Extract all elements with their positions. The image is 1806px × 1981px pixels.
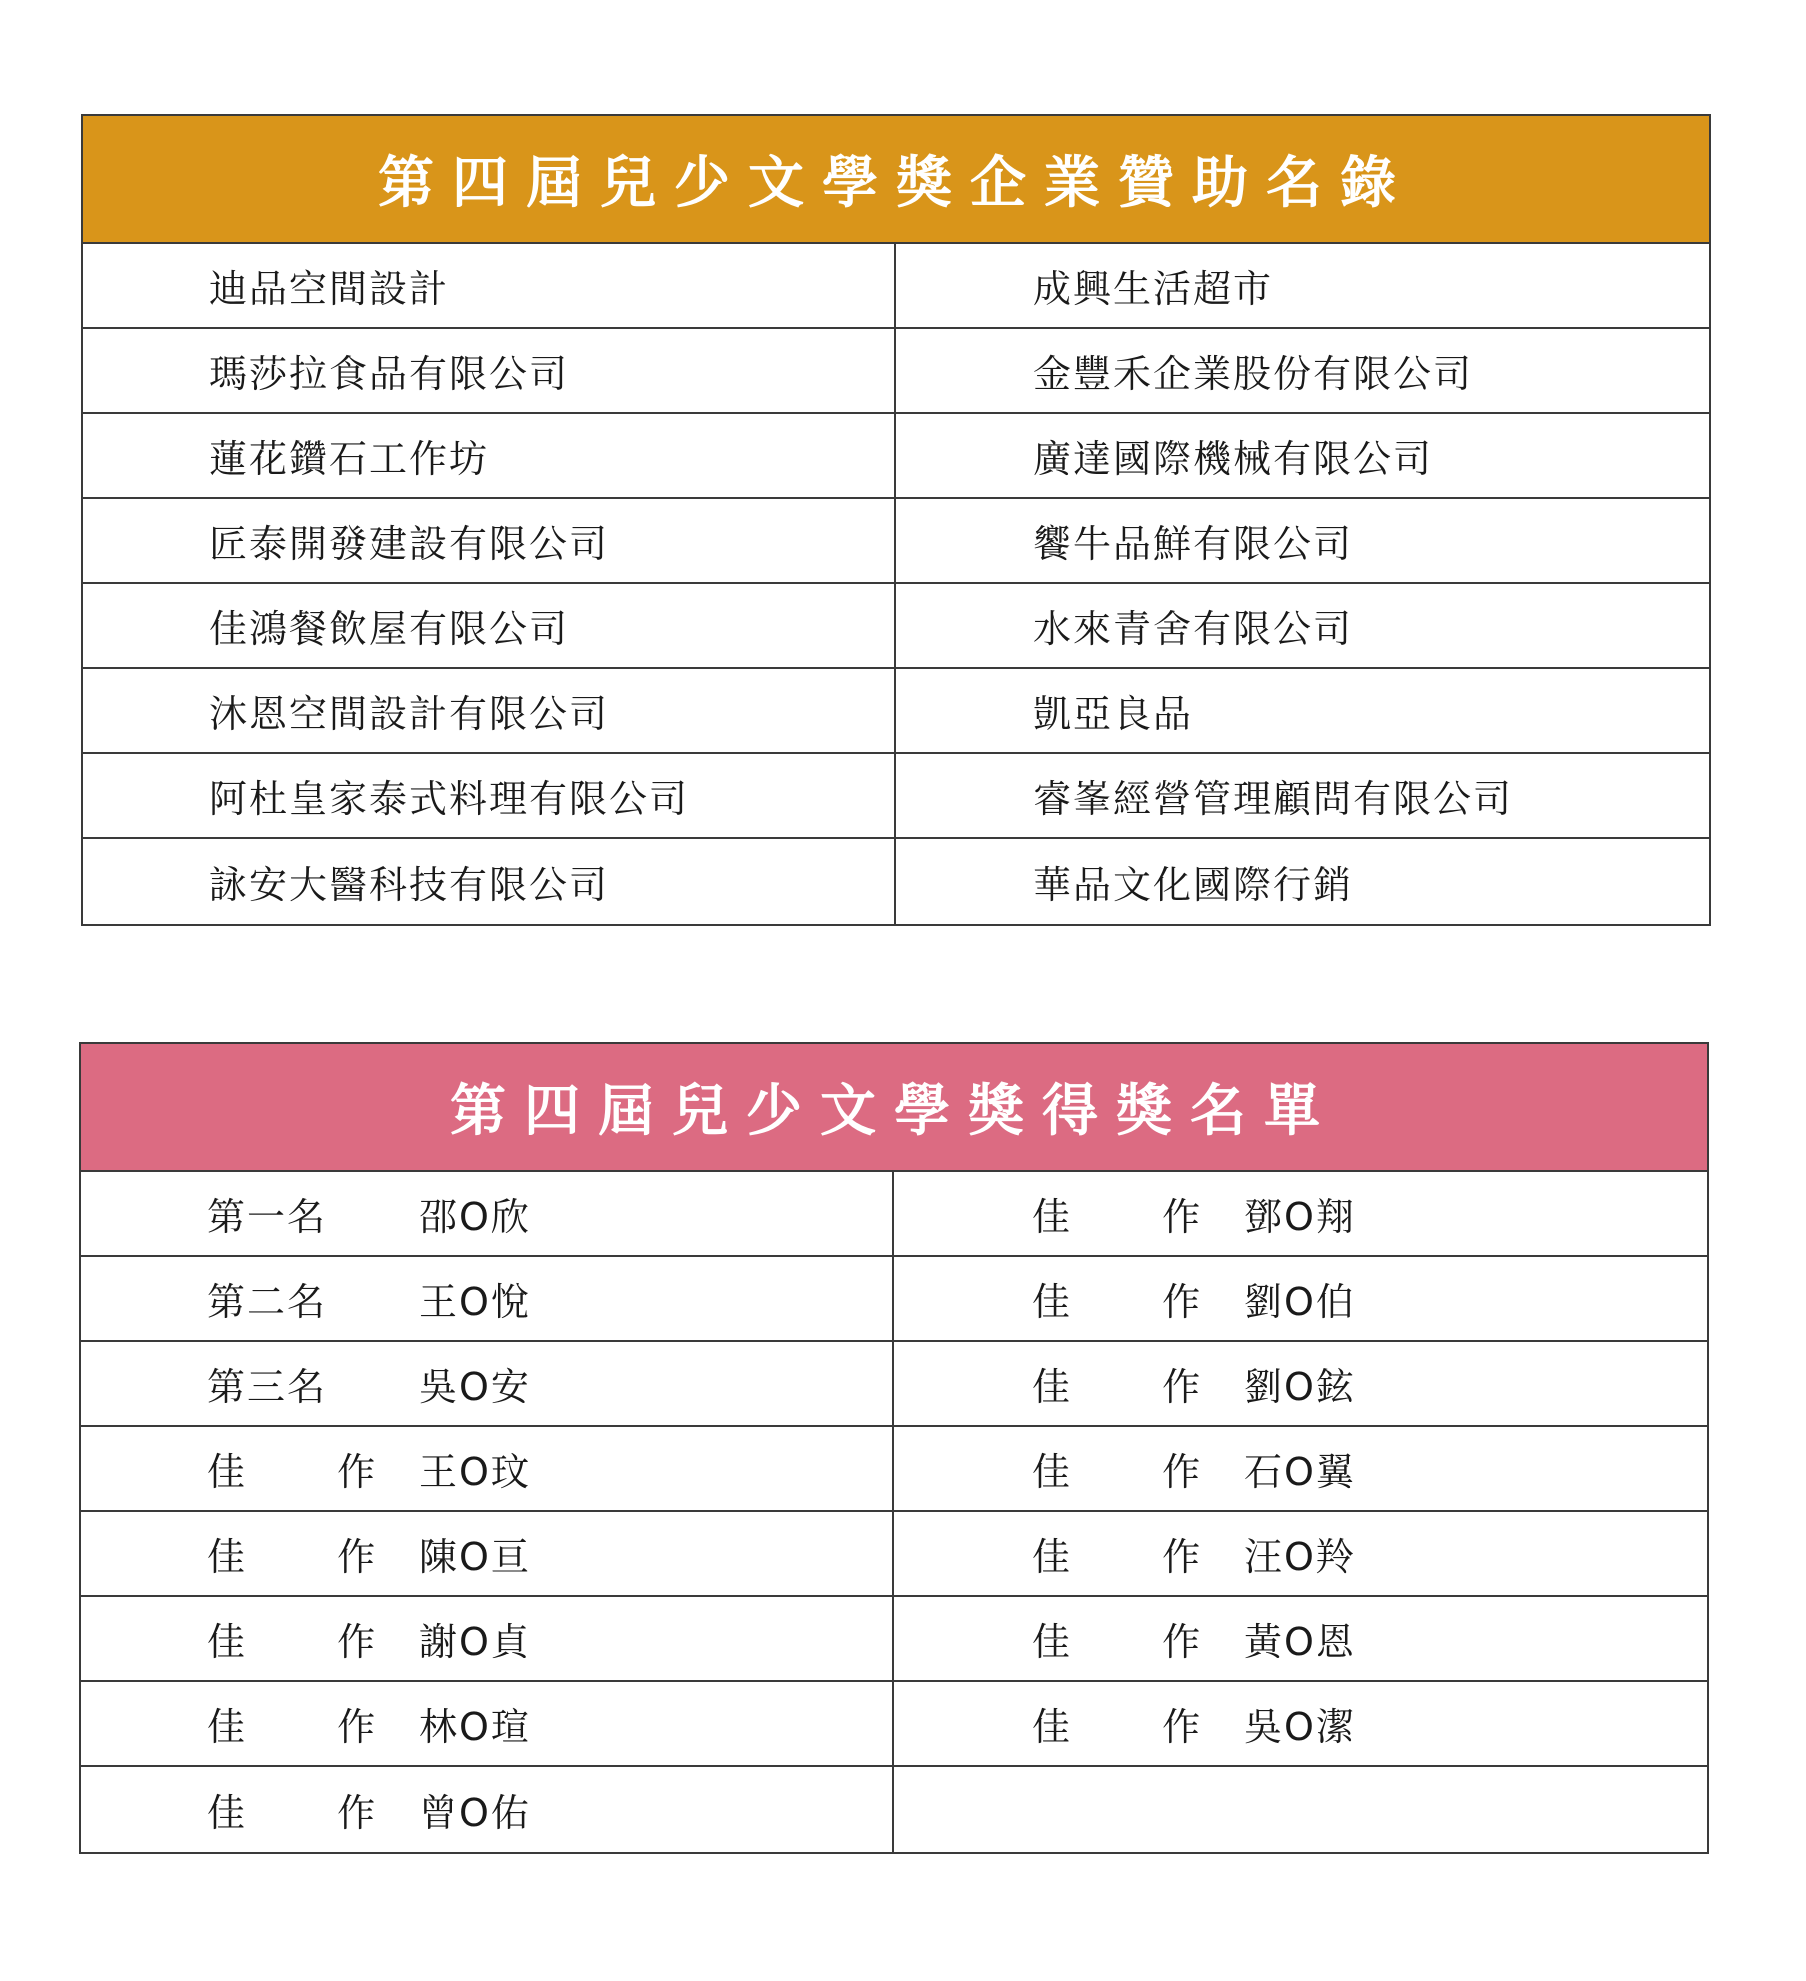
- award-rank: 佳 作: [1032, 1705, 1241, 1749]
- award-rank: 佳 作: [1032, 1365, 1241, 1409]
- winner-cell: [81, 1597, 894, 1680]
- winner-name: 林O瑄: [419, 1705, 531, 1749]
- sponsor-name: 睿峯經營管理顧問有限公司: [1033, 777, 1514, 821]
- winner-name: 曾O佑: [419, 1791, 531, 1835]
- winner-cell: [81, 1512, 894, 1595]
- table-row: [83, 414, 1709, 499]
- sponsor-name: 佳鴻餐飲屋有限公司: [83, 584, 896, 667]
- table-row: [81, 1597, 1707, 1682]
- award-rank: 佳 作: [207, 1450, 416, 1494]
- table-row: [81, 1767, 1707, 1852]
- award-rank: 佳 作: [207, 1620, 416, 1664]
- winner-name: 汪O羚: [1244, 1535, 1356, 1579]
- winner-cell: [894, 1342, 1707, 1425]
- winner-cell: [894, 1257, 1707, 1340]
- award-rank: 佳 作: [207, 1535, 416, 1579]
- sponsor-name: 蓮花鑽石工作坊: [83, 414, 896, 497]
- table-row: [81, 1682, 1707, 1767]
- winner-name: 吳O潔: [1244, 1705, 1356, 1749]
- winner-name: 邵O欣: [419, 1195, 531, 1239]
- sponsor-name: 凱亞良品: [1033, 692, 1194, 736]
- winner-cell: [81, 1767, 894, 1852]
- winner-name: 王O悅: [419, 1280, 531, 1324]
- winner-cell: [894, 1682, 1707, 1765]
- sponsor-grid: [83, 244, 1709, 924]
- winner-name: 吳O安: [419, 1365, 531, 1409]
- winners-table: [79, 1042, 1709, 1854]
- award-rank: 佳 作: [1032, 1280, 1241, 1324]
- award-rank: 佳 作: [1032, 1450, 1241, 1494]
- winner-name: 謝O貞: [419, 1620, 531, 1664]
- winners-table-title: 第四屆兒少文學獎得獎名單: [81, 1044, 1707, 1172]
- award-rank: 佳 作: [1032, 1535, 1241, 1579]
- winner-cell: [894, 1427, 1707, 1510]
- sponsor-name: 饗牛品鮮有限公司: [1033, 522, 1354, 566]
- winner-name: 劉O伯: [1244, 1280, 1356, 1324]
- empty-cell: [894, 1767, 1707, 1852]
- table-row: [81, 1427, 1707, 1512]
- sponsor-table-title: 第四屆兒少文學獎企業贊助名錄: [83, 116, 1709, 244]
- sponsor-name: 詠安大醫科技有限公司: [83, 839, 896, 924]
- table-row: [83, 244, 1709, 329]
- table-row: [83, 754, 1709, 839]
- sponsor-name: 華品文化國際行銷: [1033, 863, 1354, 907]
- winner-cell: [81, 1342, 894, 1425]
- sponsor-name: 水來青舍有限公司: [1033, 607, 1354, 651]
- sponsor-name: 廣達國際機械有限公司: [1033, 437, 1434, 481]
- award-rank: 第二名: [207, 1280, 328, 1324]
- award-rank: 佳 作: [1032, 1620, 1241, 1664]
- winner-name: 黃O恩: [1244, 1620, 1356, 1664]
- winner-name: 鄧O翔: [1244, 1195, 1356, 1239]
- winner-name: 陳O亘: [419, 1535, 531, 1579]
- table-row: [81, 1512, 1707, 1597]
- sponsor-name: 金豐禾企業股份有限公司: [1033, 352, 1474, 396]
- winner-cell: [894, 1512, 1707, 1595]
- winner-name: 王O玟: [419, 1450, 531, 1494]
- sponsor-name: 匠泰開發建設有限公司: [83, 499, 896, 582]
- winner-cell: [894, 1172, 1707, 1255]
- winner-cell: [81, 1257, 894, 1340]
- table-row: [83, 329, 1709, 414]
- sponsor-name: 阿杜皇家泰式料理有限公司: [83, 754, 896, 837]
- table-row: [81, 1257, 1707, 1342]
- award-rank: 佳 作: [207, 1705, 416, 1749]
- table-row: [83, 499, 1709, 584]
- table-row: [83, 669, 1709, 754]
- table-row: [81, 1342, 1707, 1427]
- table-row: [83, 584, 1709, 669]
- sponsor-name: 瑪莎拉食品有限公司: [83, 329, 896, 412]
- winners-grid: [81, 1172, 1707, 1852]
- sponsor-table: [81, 114, 1711, 926]
- winner-cell: [81, 1427, 894, 1510]
- winner-cell: [894, 1597, 1707, 1680]
- award-rank: 第一名: [207, 1195, 328, 1239]
- award-rank: 第三名: [207, 1365, 328, 1409]
- sponsor-name: 成興生活超市: [1033, 267, 1274, 311]
- table-row: [81, 1172, 1707, 1257]
- award-rank: 佳 作: [1032, 1195, 1241, 1239]
- award-rank: 佳 作: [207, 1791, 416, 1835]
- sponsor-name: 迪品空間設計: [83, 244, 896, 327]
- table-row: [83, 839, 1709, 924]
- winner-name: 劉O鉉: [1244, 1365, 1356, 1409]
- winner-cell: [81, 1172, 894, 1255]
- sponsor-name: 沐恩空間設計有限公司: [83, 669, 896, 752]
- winner-cell: [81, 1682, 894, 1765]
- winner-name: 石O翼: [1244, 1450, 1356, 1494]
